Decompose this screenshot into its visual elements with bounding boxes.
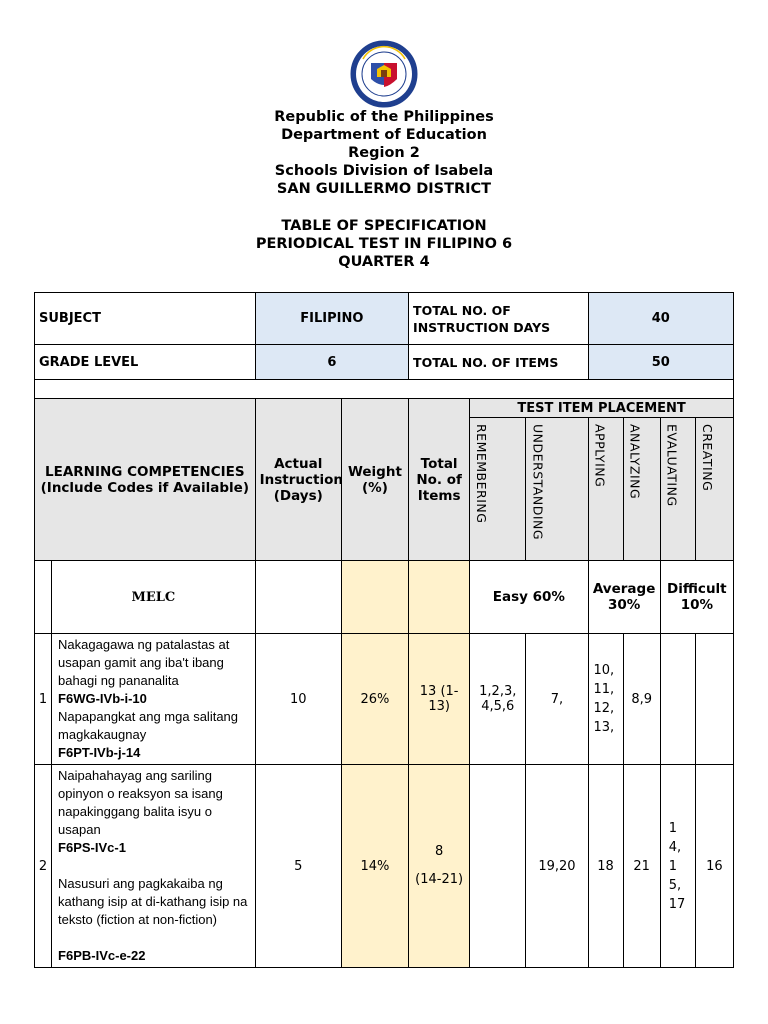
applying-cell: 18	[588, 765, 623, 968]
header-line-department: Department of Education	[281, 127, 487, 143]
evaluating-label: EVALUATING	[664, 424, 680, 507]
level-remembering	[470, 418, 526, 561]
blank-line	[58, 929, 249, 947]
competency-line: bahagi ng pananalita	[58, 673, 179, 688]
competency-cell	[52, 634, 256, 765]
specification-table	[34, 292, 734, 968]
competency-code: F6PT-IVb-j-14	[58, 745, 141, 760]
competency-line: napakinggang balita isyu o	[58, 804, 212, 819]
subject-value: FILIPINO	[255, 293, 408, 345]
weight-cell: 26%	[341, 634, 408, 765]
applying-cell: 10,11,12,13,	[588, 634, 623, 765]
spacer-cell	[35, 380, 734, 399]
items-count: 8	[434, 844, 444, 859]
competency-code: F6PB-IVc-e-22	[58, 948, 146, 963]
days-cell: 10	[255, 634, 341, 765]
applying-label: APPLYING	[592, 424, 608, 488]
level-applying	[588, 418, 623, 561]
competency-line: Nakagagawa ng patalastas at	[58, 637, 230, 652]
competency-line: usapan	[58, 822, 101, 837]
competency-line: magkakaugnay	[58, 727, 147, 742]
row-number: 1	[35, 634, 52, 765]
level-analyzing	[623, 418, 660, 561]
remembering-cell: 1,2,3, 4,5,6	[470, 634, 526, 765]
melc-row	[35, 561, 734, 634]
items-cell: 13 (1-13)	[409, 634, 470, 765]
melc-items-cell	[409, 561, 470, 634]
column-header-row	[35, 399, 734, 418]
easy-label: Easy 60%	[470, 561, 588, 634]
title-block	[0, 217, 768, 271]
header-line-country: Republic of the Philippines	[274, 109, 494, 125]
average-label: Average 30%	[588, 561, 660, 634]
grade-value: 6	[255, 345, 408, 380]
understanding-label: UNDERSTANDING	[530, 424, 546, 541]
header-block	[0, 108, 768, 198]
header-line-region: Region 2	[348, 145, 420, 161]
competency-cell	[52, 765, 256, 968]
level-evaluating	[660, 418, 695, 561]
understanding-cell: 19,20	[526, 765, 588, 968]
understanding-cell: 7,	[526, 634, 588, 765]
subject-label: SUBJECT	[35, 293, 256, 345]
placement-header: TEST ITEM PLACEMENT	[470, 399, 734, 418]
competency-line: teksto (fiction at non-fiction)	[58, 912, 218, 927]
analyzing-label: ANALYZING	[627, 424, 643, 500]
doc-title: TABLE OF SPECIFICATION	[281, 218, 487, 234]
analyzing-cell: 8,9	[623, 634, 660, 765]
competency-line: Napapangkat ang mga salitang	[58, 709, 239, 724]
row-number: 2	[35, 765, 52, 968]
days-value: 40	[588, 293, 733, 345]
creating-cell	[695, 634, 733, 765]
items-value: 50	[588, 345, 733, 380]
melc-label: MELC	[52, 561, 256, 634]
items-header: Total No. of Items	[409, 399, 470, 561]
competency-line: Naipahahayag ang sariling	[58, 768, 212, 783]
remembering-label: REMEMBERING	[474, 424, 490, 524]
subject-row	[35, 293, 734, 345]
days-label: TOTAL NO. OF INSTRUCTION DAYS	[409, 293, 588, 345]
header-line-district: SAN GUILLERMO DISTRICT	[276, 181, 492, 197]
level-creating	[695, 418, 733, 561]
evaluating-cell: 14,15,17	[660, 765, 695, 968]
grade-row	[35, 345, 734, 380]
doc-quarter: QUARTER 4	[338, 254, 430, 270]
table-row	[35, 765, 734, 968]
deped-seal-logo	[349, 39, 419, 109]
remembering-cell	[470, 765, 526, 968]
competency-line: usapan gamit ang iba't ibang	[58, 655, 224, 670]
melc-weight-cell	[341, 561, 408, 634]
analyzing-cell: 21	[623, 765, 660, 968]
items-range: (14-21)	[415, 872, 464, 887]
spacer-row	[35, 380, 734, 399]
weight-header: Weight (%)	[341, 399, 408, 561]
header-line-division: Schools Division of Isabela	[274, 163, 494, 179]
competency-line: Nasusuri ang pagkakaiba ng	[58, 876, 223, 891]
grade-label: GRADE LEVEL	[35, 345, 256, 380]
blank-line	[58, 857, 249, 875]
table-row	[35, 634, 734, 765]
creating-label: CREATING	[699, 424, 715, 492]
melc-num-cell	[35, 561, 52, 634]
competencies-header: LEARNING COMPETENCIES (Include Codes if Available)	[35, 399, 256, 561]
level-understanding	[526, 418, 588, 561]
competency-line: opinyon o reaksyon sa isang	[58, 786, 223, 801]
days-header: Actual Instruction (Days)	[255, 399, 341, 561]
competency-line: kathang isip at di-kathang isip na	[58, 894, 248, 909]
evaluating-cell	[660, 634, 695, 765]
difficult-label: Difficult 10%	[660, 561, 733, 634]
items-label: TOTAL NO. OF ITEMS	[409, 345, 588, 380]
competency-code: F6PS-IVc-1	[58, 840, 126, 855]
melc-days-cell	[255, 561, 341, 634]
items-cell	[409, 765, 470, 968]
competency-code: F6WG-IVb-i-10	[58, 691, 147, 706]
doc-subtitle: PERIODICAL TEST IN FILIPINO 6	[255, 236, 513, 252]
days-cell: 5	[255, 765, 341, 968]
creating-cell: 16	[695, 765, 733, 968]
weight-cell: 14%	[341, 765, 408, 968]
